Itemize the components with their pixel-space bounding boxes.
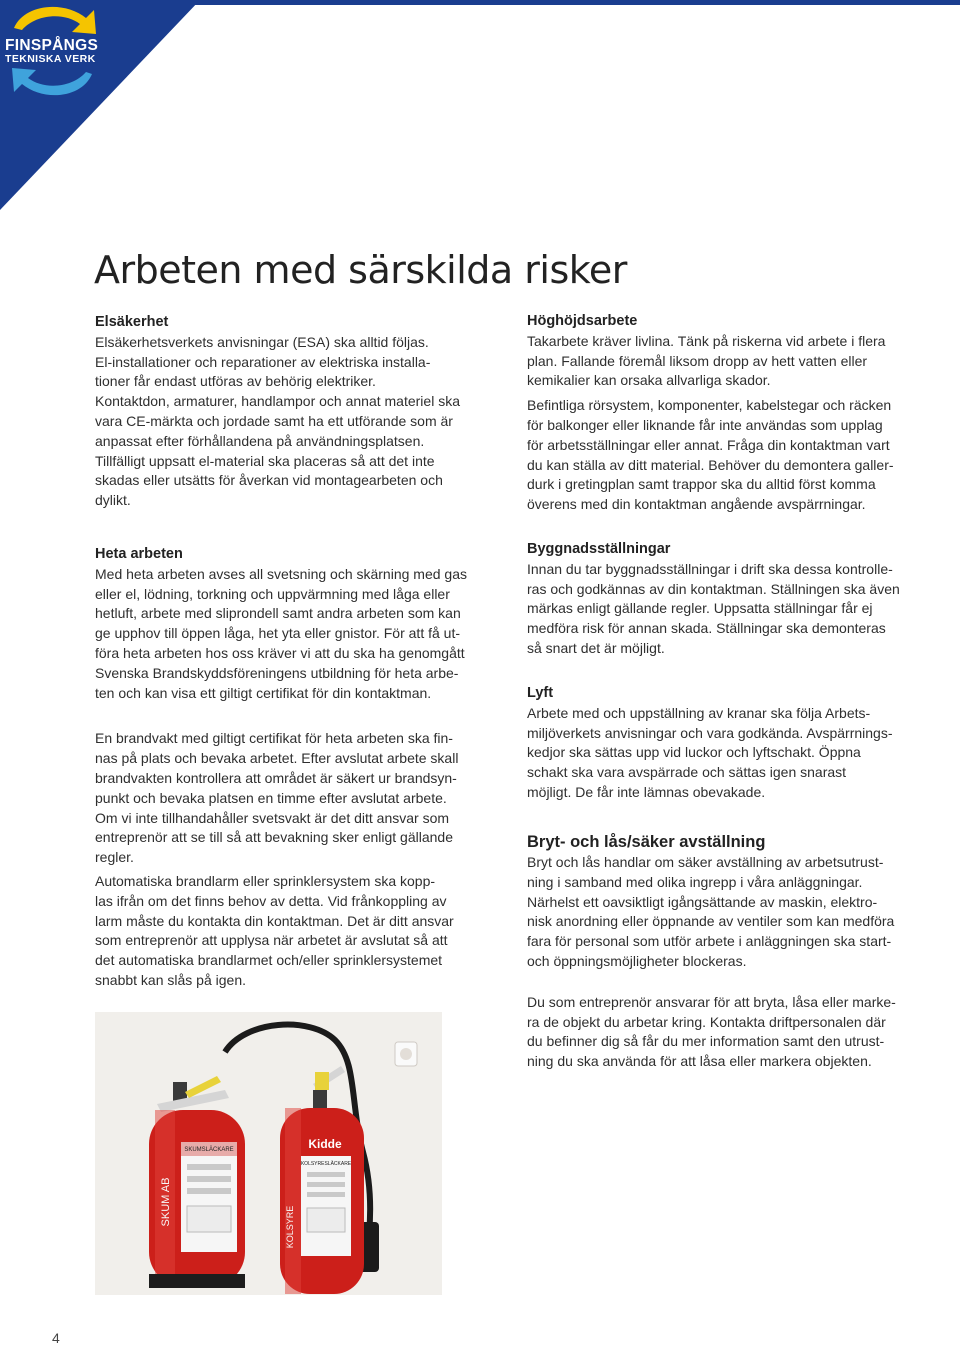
text-line: las ifrån om det finns behov av detta. Vid frånkoppling av [95, 892, 447, 909]
text-line: Kontaktdon, armaturer, handlampor och annat materiel ska [95, 393, 460, 410]
text-line: Automatiska brandlarm eller sprinklersystem ska kopp- [95, 872, 436, 889]
text-line: ning du ska använda för att låsa eller markera objekten. [527, 1053, 872, 1070]
text-line: anpassat efter förhållandena på användningsplatsen. [95, 432, 425, 449]
text-line: Du som entreprenör ansvarar för att bryta, låsa eller marke- [527, 993, 896, 1010]
text-line: eller el, lödning, torkning och uppvärmning med låga eller [95, 585, 450, 602]
text-line: Takarbete kräver livlina. Tänk på riskerna vid arbete i flera [527, 332, 886, 349]
text-line: Bryt och lås handlar om säker avställning av arbetsutrust- [527, 854, 884, 870]
text-line: fara för personal som utför arbete i anläggningen ska start- [527, 933, 892, 950]
text-line: Om vi inte tillhandahåller svetsvakt är det ditt ansvar som [95, 809, 450, 826]
text-line: larm måste du kontakta din kontaktman. Det är ditt ansvar [95, 912, 454, 929]
foam-extinguisher-label: SKUMSLÄCKARE [184, 1147, 234, 1153]
section-hoghojdsarbete [527, 312, 927, 515]
text-line: Arbete med och uppställning av kranar ska följa Arbets- [527, 704, 871, 721]
section-heading: Heta arbeten [95, 546, 183, 562]
text-line: schakt ska vara avspärrade och sättas igen snarast [527, 764, 847, 781]
text-line: En brandvakt med giltigt certifikat för heta arbeten ska fin- [95, 730, 453, 747]
section-heading: Bryt- och lås/säker avställning [527, 833, 766, 851]
logo-name-line2: TEKNISKA VERK [5, 53, 96, 65]
corner-brand-shape [0, 0, 200, 210]
text-line: kemikalier kan orsaka allvarliga skador. [527, 372, 771, 389]
text-line: du kan ställa av ditt material. Behöver du demontera galler- [527, 456, 894, 473]
text-line: miljöverkets anvisningar och vara godkända. Avspärrnings- [527, 724, 893, 741]
text-line: du befinner dig så får du mer information samt den utrust- [527, 1033, 885, 1050]
text-line: Innan du tar byggnadsställningar i drift ska dessa kontrolle- [527, 560, 893, 577]
text-line: kedjor ska sättas upp vid luckor och lyftschakt. Öppna [527, 744, 861, 761]
text-line: överens med din kontaktman angående avspärrningar. [527, 496, 866, 513]
text-line: för balkonger eller liknande får inte användas som upplag [527, 416, 883, 433]
text-line: föra heta arbeten hos oss kräver vi att du ska ha genomgått [95, 644, 465, 661]
text-line: som entreprenör att upplysa när arbetet är avslutat så att [95, 932, 448, 949]
text-line: möjligt. De får inte lämnas obevakade. [527, 783, 766, 800]
text-line: det automatiska brandlarmet och/eller sprinklersystemet [95, 952, 443, 969]
section-heading: Elsäkerhet [95, 314, 169, 330]
section-heta-arbeten [95, 545, 480, 991]
co2-extinguisher-brand: Kidde [308, 1137, 342, 1151]
text-line: nisk anordning eller öppnande av ventiler som kan medföra [527, 913, 895, 930]
text-line: ras och godkännas av din kontaktman. Ställningen ska även [527, 580, 900, 597]
text-line: Svenska Brandskyddsföreningens utbildning för heta arbe- [95, 664, 459, 681]
section-bryt-och-las [527, 831, 927, 1072]
text-line: entreprenör att se till så att bevakning sker enligt gällande [95, 829, 453, 846]
page-title: Arbeten med särskilda risker [94, 248, 627, 292]
text-line: för arbetsställningar eller annat. Fråga din kontaktman vart [527, 436, 890, 453]
text-line: regler. [95, 849, 134, 866]
section-heading: Lyft [527, 685, 554, 701]
text-line: nas på plats och bevaka arbetet. Efter avslutat arbete skall [95, 750, 459, 767]
text-line: märkas enligt gällande regler. Uppsatta ställningar får ej [527, 600, 873, 617]
text-line: punkt och bevaka platsen en timme efter avslutat arbete. [95, 789, 447, 806]
text-line: Tillfälligt uppsatt el-material ska placeras så att det inte [95, 452, 435, 469]
text-line: tioner får endast utföras av behörig elektriker. [95, 373, 376, 390]
text-line: Med heta arbeten avses all svetsning och skärning med gas [95, 565, 467, 582]
text-line: Elsäkerhetsverkets anvisningar (ESA) ska alltid följas. [95, 333, 429, 350]
text-line: dylikt. [95, 492, 131, 509]
text-line: skadas eller utsätts för åverkan vid montagearbeten och [95, 472, 443, 489]
section-elsakerhet [95, 313, 480, 511]
top-brand-line [0, 0, 960, 5]
section-heading: Höghöjdsarbete [527, 313, 638, 329]
page-number: 4 [52, 1330, 60, 1346]
logo-name-line1: FINSPÅNGS [5, 37, 99, 54]
fire-extinguishers-photo [95, 1012, 442, 1295]
foam-extinguisher-side-text: SKUM AB [160, 1177, 172, 1227]
text-line: brandvakten kontrollera att området är säkert ur brandsyn- [95, 769, 457, 786]
text-line: Befintliga rörsystem, komponenter, kabelstegar och räcken [527, 397, 892, 414]
text-line: ra de objekt du arbetar kring. Kontakta driftpersonalen där [527, 1013, 886, 1030]
text-line: och öppningsmöjligheter blockeras. [527, 952, 747, 969]
text-line: hetluft, arbete med sliprondell samt andra arbeten som kan [95, 605, 461, 622]
section-lyft [527, 684, 927, 803]
text-line: El-installationer och reparationer av elektriska installa- [95, 353, 431, 370]
text-line: vara CE-märkta och jordade samt ha ett utförande som är [95, 412, 453, 429]
text-line: medföra risk för annan skada. Ställningar ska demonteras [527, 620, 886, 637]
text-line: Närhelst ett oavsiktligt igångsättande av maskin, elektro- [527, 893, 878, 910]
section-heading: Byggnadsställningar [527, 541, 671, 557]
co2-extinguisher-label: KOLSYRESLÄCKARE [300, 1161, 352, 1167]
text-line: ning i samband med olika ingrepp i våra anläggningar. [527, 873, 863, 890]
text-line: ten och kan visa ett giltigt certifikat för din kontaktman. [95, 684, 432, 701]
text-line: ge upphov till öppen låga, het yta eller gnistor. För att få ut- [95, 625, 460, 642]
text-line: plan. Fallande föremål liksom dropp av hett vatten eller [527, 352, 868, 369]
co2-extinguisher-side-text: KOLSYRE [285, 1205, 295, 1249]
text-line: snabbt kan slås på igen. [95, 971, 246, 988]
section-byggnadsstallningar [527, 540, 927, 659]
text-line: så snart det är möjligt. [527, 639, 665, 656]
text-line: durk i gretingplan samt trappor ska du alltid först komma [527, 476, 876, 493]
